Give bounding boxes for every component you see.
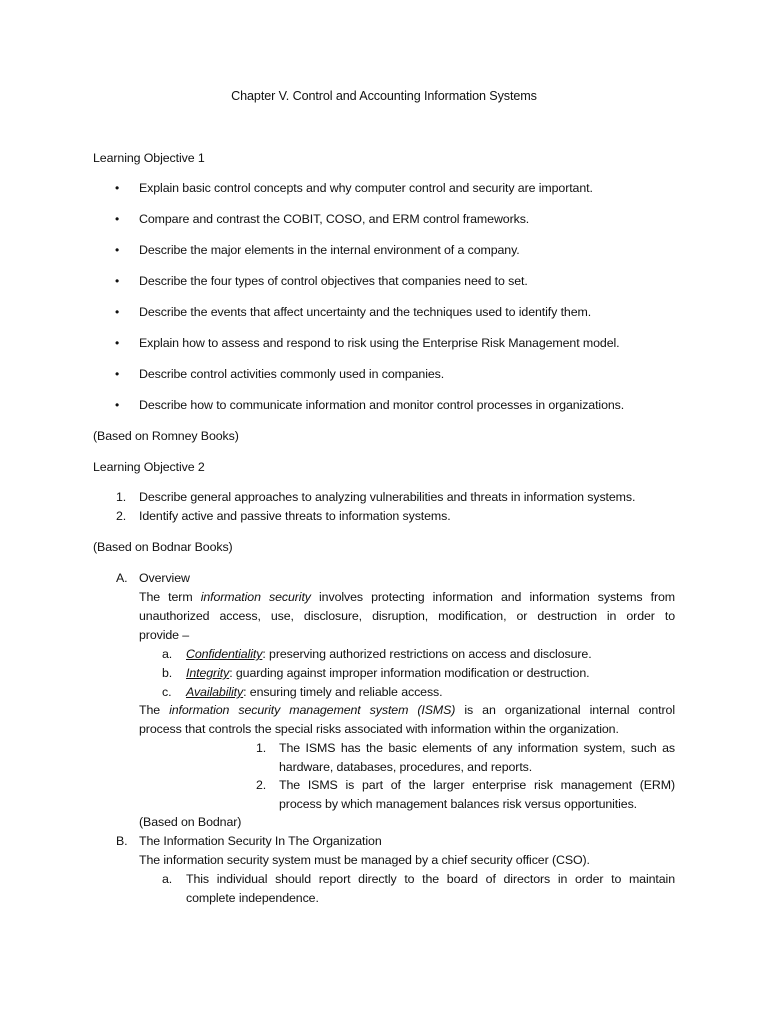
list-number: 1. (116, 490, 127, 504)
list-item-text: Availability: ensuring timely and reliable access. (186, 685, 443, 699)
bullet-marker: • (115, 181, 120, 195)
bullet-marker: • (115, 305, 120, 319)
term-information-security: information security (200, 590, 311, 604)
paragraph-line: The term information security involves protecting information and information systems from (139, 590, 676, 604)
page-title: Chapter V. Control and Accounting Information Systems (231, 89, 537, 103)
list-number: 1. (256, 741, 267, 755)
term-integrity: Integrity (186, 666, 230, 680)
list-item-text: complete independence. (186, 891, 319, 905)
bullet-marker: • (115, 274, 120, 288)
list-marker: c. (162, 685, 172, 699)
section-b-title: The Information Security In The Organization (139, 834, 382, 848)
list-item-text: Describe the events that affect uncertainty and the techniques used to identify them. (139, 305, 592, 319)
lo2-heading: Learning Objective 2 (93, 460, 205, 474)
list-item-text: Describe how to communicate information and monitor control processes in organizations. (139, 398, 625, 412)
list-item-text: Describe general approaches to analyzing vulnerabilities and threats in information systems. (139, 490, 636, 504)
list-item-text: The ISMS has the basic elements of any information system, such as (279, 741, 675, 755)
lo2-source: (Based on Bodnar Books) (93, 540, 233, 554)
list-item-text: Compare and contrast the COBIT, COSO, and ERM control frameworks. (139, 212, 530, 226)
bullet-marker: • (115, 212, 120, 226)
bullet-marker: • (115, 336, 120, 350)
paragraph-line: The information security management system (ISMS) is an organizational internal control (139, 703, 675, 717)
bullet-marker: • (115, 367, 120, 381)
list-item-text: Identify active and passive threats to information systems. (139, 509, 451, 523)
lo1-heading: Learning Objective 1 (93, 151, 205, 165)
list-item-text: Integrity: guarding against improper information modification or destruction. (186, 666, 590, 680)
section-a-title: Overview (139, 571, 190, 585)
list-item-text: Confidentiality: preserving authorized restrictions on access and disclosure. (186, 647, 592, 661)
term-confidentiality: Confidentiality (186, 647, 263, 661)
section-a-source: (Based on Bodnar) (139, 815, 242, 829)
bullet-marker: • (115, 243, 120, 257)
list-item-text: Describe control activities commonly used in companies. (139, 367, 445, 381)
term-availability: Availability (186, 685, 244, 699)
list-item-text: Explain how to assess and respond to risk using the Enterprise Risk Management model. (139, 336, 620, 350)
section-a-marker: A. (116, 571, 128, 585)
list-item-text: process by which management balances risk versus opportunities. (279, 797, 638, 811)
list-item-text: The ISMS is part of the larger enterprise risk management (ERM) (279, 778, 675, 792)
list-marker: b. (162, 666, 173, 680)
paragraph-line: provide – (139, 628, 190, 642)
bullet-marker: • (115, 398, 120, 412)
list-marker: a. (162, 872, 173, 886)
list-item-text: Describe the four types of control objectives that companies need to set. (139, 274, 528, 288)
list-item-text: hardware, databases, procedures, and reports. (279, 760, 533, 774)
list-number: 2. (256, 778, 267, 792)
paragraph-line: unauthorized access, use, disclosure, disruption, modification, or destruction in order to (139, 609, 675, 623)
list-item-text: Explain basic control concepts and why computer control and security are important. (139, 181, 593, 195)
list-number: 2. (116, 509, 127, 523)
section-b-paragraph: The information security system must be managed by a chief security officer (CSO). (139, 853, 590, 867)
term-isms: information security management system (ISMS) (169, 703, 456, 717)
paragraph-line: process that controls the special risks associated with information within the organization. (139, 722, 619, 736)
lo1-source: (Based on Romney Books) (93, 429, 239, 443)
list-marker: a. (162, 647, 173, 661)
list-item-text: This individual should report directly to the board of directors in order to maintain (186, 872, 675, 886)
section-b-marker: B. (116, 834, 128, 848)
list-item-text: Describe the major elements in the internal environment of a company. (139, 243, 520, 257)
